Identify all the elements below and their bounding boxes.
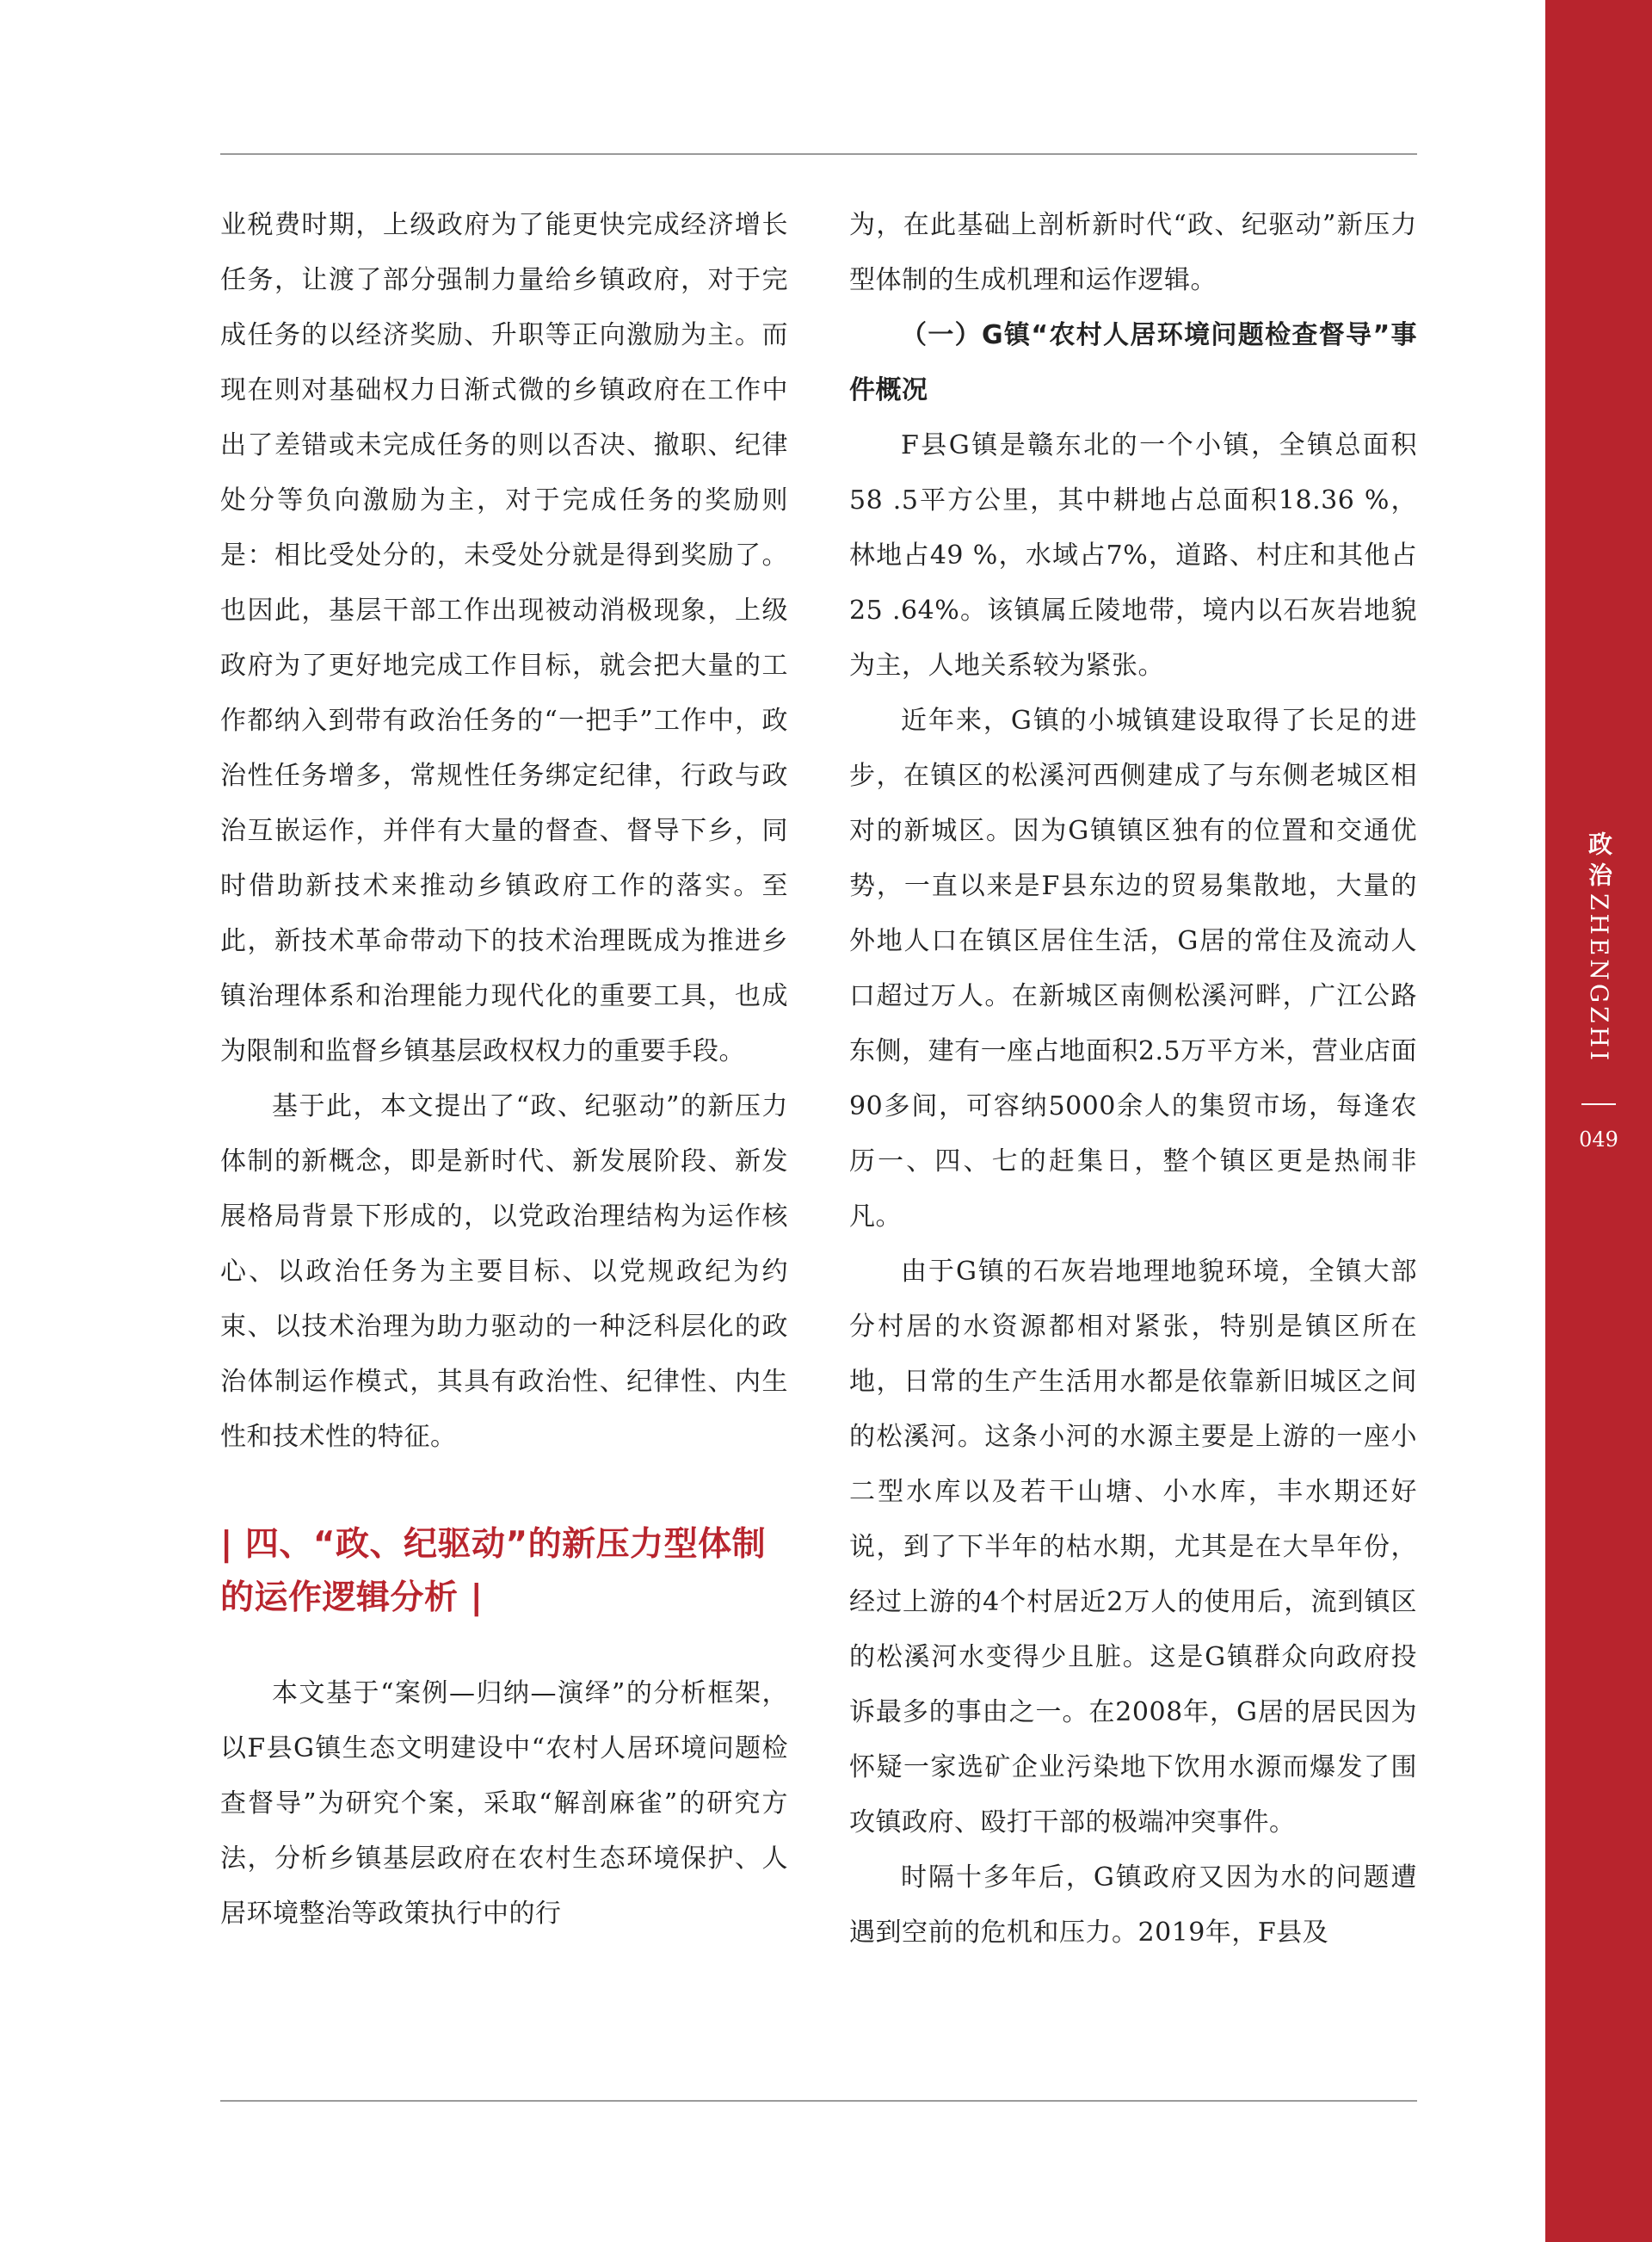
paragraph: 近年来，G镇的小城镇建设取得了长足的进步，在镇区的松溪河西侧建成了与东侧老城区相对的新城区。因为G镇镇区独有的位置和交通优势，一直以来是F县东边的贸易集散地，大量的外地人口在镇区居住生活，G居的常住及流动人口超过万人。在新城区南侧松溪河畔，广江公路东侧，建有一座占地面积2.5万平方米，营业店面90多间，可容纳5000余人的集贸市场，每逢农历一、四、七的赶集日，整个镇区更是热闹非凡。 (849, 706, 1417, 1232)
right-column (849, 198, 1417, 1961)
header-rule (220, 153, 1417, 155)
sidebar-divider (1581, 1103, 1616, 1105)
page-number: 049 (1579, 1127, 1618, 1152)
paragraph: F县G镇是赣东北的一个小镇，全镇总面积58 .5平方公里，其中耕地占总面积18.36 %，林地占49 %，水域占7%，道路、村庄和其他占25 .64%。该镇属丘陵地带，境内以石灰岩地貌为主，人地关系较为紧张。 (849, 430, 1417, 681)
left-column (220, 198, 788, 1942)
paragraph: 时隔十多年后，G镇政府又因为水的问题遭遇到空前的危机和压力。2019年，F县及 (849, 1862, 1417, 1948)
section-sidebar (1545, 0, 1652, 2242)
footer-rule (220, 2100, 1417, 2102)
section-heading: | 四、“政、纪驱动”的新压力型体制的运作逻辑分析 | (220, 1525, 767, 1617)
section-label (1545, 831, 1652, 1064)
section-label-cn: 政治 (1585, 831, 1613, 893)
paragraph: 本文基于“案例—归纳—演绎”的分析框架，以F县G镇生态文明建设中“农村人居环境问题检查督导”为研究个案，采取“解剖麻雀”的研究方法，分析乡镇基层政府在农村生态环境保护、人居环境整治等政策执行中的行 (220, 1678, 788, 1929)
paragraph: 基于此，本文提出了“政、纪驱动”的新压力体制的新概念，即是新时代、新发展阶段、新发展格局背景下形成的，以党政治理结构为运作核心、以政治任务为主要目标、以党规政纪为约束、以技术治理为助力驱动的一种泛科层化的政治体制运作模式，其具有政治性、纪律性、内生性和技术性的特征。 (220, 1091, 788, 1452)
section-label-en: ZHENGZHI (1585, 893, 1613, 1065)
sub-heading: （一）G镇“农村人居环境问题检查督导”事件概况 (849, 320, 1417, 405)
paragraph: 业税费时期，上级政府为了能更快完成经济增长任务，让渡了部分强制力量给乡镇政府，对于完成任务的以经济奖励、升职等正向激励为主。而现在则对基础权力日渐式微的乡镇政府在工作中出了差错或未完成任务的则以否决、撤职、纪律处分等负向激励为主，对于完成任务的奖励则是：相比受处分的，未受处分就是得到奖励了。也因此，基层干部工作出现被动消极现象，上级政府为了更好地完成工作目标，就会把大量的工作都纳入到带有政治任务的“一把手”工作中，政治性任务增多，常规性任务绑定纪律，行政与政治互嵌运作，并伴有大量的督查、督导下乡，同时借助新技术来推动乡镇政府工作的落实。至此，新技术革命带动下的技术治理既成为推进乡镇治理体系和治理能力现代化的重要工具，也成为限制和监督乡镇基层政权权力的重要手段。 (220, 210, 788, 1066)
paragraph: 由于G镇的石灰岩地理地貌环境，全镇大部分村居的水资源都相对紧张，特别是镇区所在地，日常的生产生活用水都是依靠新旧城区之间的松溪河。这条小河的水源主要是上游的一座小二型水库以及若干山塘、小水库，丰水期还好说，到了下半年的枯水期，尤其是在大旱年份，经过上游的4个村居近2万人的使用后，流到镇区的松溪河水变得少且脏。这是G镇群众向政府投诉最多的事由之一。在2008年，G居的居民因为怀疑一家选矿企业污染地下饮用水源而爆发了围攻镇政府、殴打干部的极端冲突事件。 (849, 1257, 1417, 1837)
paragraph: 为，在此基础上剖析新时代“政、纪驱动”新压力型体制的生成机理和运作逻辑。 (849, 210, 1417, 295)
